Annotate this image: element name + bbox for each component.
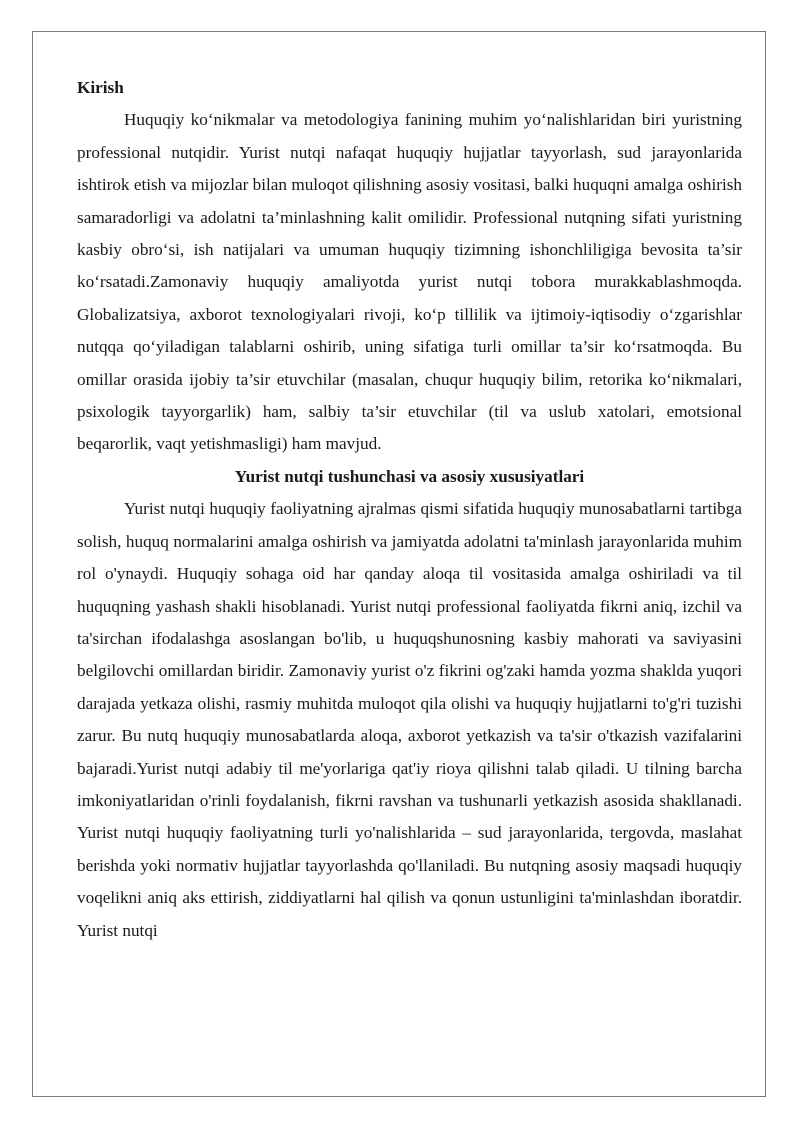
intro-paragraph: Huquqiy ko‘nikmalar va metodologiya fanining muhim yo‘nalishlaridan biri yuristning professional nutqidir. Yurist nutqi nafaqat huquqiy hujjatlar tayyorlash, sud jarayonlarida ishtirok etish va mijozlar bilan muloqot qilishning asosiy vositasi, balki huquqni amalga oshirish samaradorligi va adolatni ta’minlashning kalit omilidir. Professional nutqning sifati yuristning kasbiy obro‘si, ish natijalari va umuman huquqiy tizimning ishonchliligiga bevosita ta’sir ko‘rsatadi.Zamonaviy huquqiy amaliyotda yurist nutqi tobora murakkablashmoqda. Globalizatsiya, axborot texnologiyalari rivoji, ko‘p tillilik va ijtimoiy-iqtisodiy o‘zgarishlar nutqqa qo‘yiladigan talablarni oshirib, uning sifatiga turli omillar ta’sir ko‘rsatmoqda. Bu omillar orasida ijobiy ta’sir etuvchilar (masalan, chuqur huquqiy bilim, retorika ko‘nikmalari, psixologik tayyorgarlik) ham, salbiy ta’sir etuvchilar (til va uslub xatolari, emotsional beqarorlik, vaqt yetishmasligi) ham mavjud. (77, 110, 743, 454)
intro-heading: Kirish (77, 78, 124, 97)
section-heading: Yurist nutqi tushunchasi va asosiy xususiyatlari (234, 466, 585, 486)
section-paragraph: Yurist nutqi huquqiy faoliyatning ajralmas qismi sifatida huquqiy munosabatlarni tartibga solish, huquq normalarini amalga oshirish va jamiyatda adolatni ta'minlash jarayonlarida muhim rol o'ynaydi. Huquqiy sohaga oid har qanday aloqa til vositasida amalga oshiriladi va til huquqning yashash shakli hisoblanadi. Yurist nutqi professional faoliyatda fikrni aniq, izchil va ta'sirchan ifodalashga asoslangan bo'lib, u huquqshunosning kasbiy mahorati va saviyasini belgilovchi omillardan biridir. Zamonaviy yurist o'z fikrini og'zaki hamda yozma shaklda yuqori darajada yetkaza olishi, rasmiy muhitda muloqot qila olishi va huquqiy hujjatlarni to'g'ri tuzishi zarur. Bu nutq huquqiy munosabatlarda aloqa, axborot yetkazish va ta'sir o'tkazish vazifalarini bajaradi.Yurist nutqi adabiy til me'yorlariga qat'iy rioya qilishni talab qiladi. U tilning barcha imkoniyatlaridan o'rinli foydalanish, fikrni ravshan va tushunarli yetkazish asosida shakllanadi. Yurist nutqi huquqiy faoliyatning turli yo'nalishlarida – sud jarayonlarida, tergovda, maslahat berishda yoki normativ hujjatlar tayyorlashda qo'llaniladi. Bu nutqning asosiy maqsadi huquqiy voqelikni aniq aks ettirish, ziddiyatlarni hal qilish va qonun ustunligini ta'minlashdan iboratdir. Yurist nutqi (77, 499, 742, 940)
document-body (77, 72, 742, 947)
